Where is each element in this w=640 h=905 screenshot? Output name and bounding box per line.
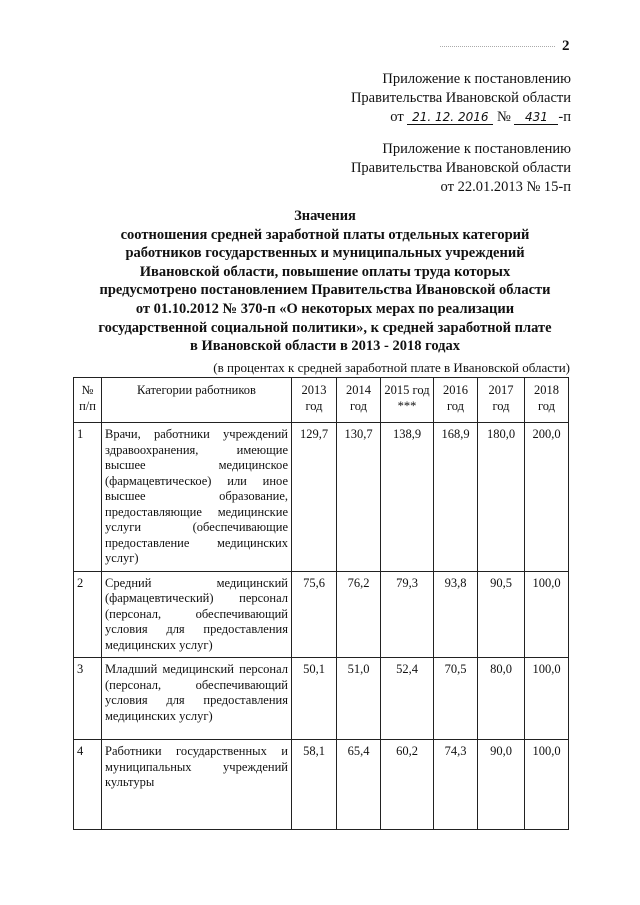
table-row	[74, 740, 569, 830]
table-row	[74, 658, 569, 740]
title-line: Значения	[294, 208, 356, 224]
value-cell: 65,4	[337, 740, 381, 830]
header-cell: 2016 год	[434, 378, 478, 423]
appendix-old	[351, 140, 571, 197]
appendix-old-line1: Приложение к постановлению	[382, 141, 571, 157]
row-number-cell: 1	[74, 423, 102, 572]
value-cell: 100,0	[525, 658, 569, 740]
value-cell: 200,0	[525, 423, 569, 572]
title-line: предусмотрено постановлением Правительства Ивановской области	[99, 282, 551, 299]
value-cell: 75,6	[292, 571, 337, 658]
value-cell: 130,7	[337, 423, 381, 572]
row-number-cell: 2	[74, 571, 102, 658]
units-note: (в процентах к средней заработной плате в Ивановской области)	[213, 360, 570, 375]
value-cell: 138,9	[381, 423, 434, 572]
value-cell: 93,8	[434, 571, 478, 658]
value-cell: 90,5	[478, 571, 525, 658]
value-cell: 58,1	[292, 740, 337, 830]
title-line: от 01.10.2012 № 370-п «О некоторых мерах по реализации	[135, 300, 515, 317]
value-cell: 80,0	[478, 658, 525, 740]
category-cell: Врачи, работники учреждений здравоохранения, имеющие высшее медицинское (фармацевтическое) или иное высшее образование, предоставляющие медицинские услуги (обеспечивающие предоставление медицинских услуг)	[102, 423, 292, 572]
value-cell: 90,0	[478, 740, 525, 830]
header-cell: 2014 год	[337, 378, 381, 423]
header-cell: № п/п	[74, 378, 102, 423]
header-cell: 2017 год	[478, 378, 525, 423]
value-cell: 168,9	[434, 423, 478, 572]
value-cell: 51,0	[337, 658, 381, 740]
value-cell: 74,3	[434, 740, 478, 830]
value-cell: 70,5	[434, 658, 478, 740]
table-row	[74, 423, 569, 572]
page-number: 2	[562, 38, 570, 54]
appendix-old-line3: от 22.01.2013 № 15-п	[440, 179, 571, 195]
row-number-cell: 3	[74, 658, 102, 740]
value-cell: 129,7	[292, 423, 337, 572]
appendix-new-line1: Приложение к постановлению	[382, 71, 571, 87]
appendix-old-line2: Правительства Ивановской области	[350, 160, 571, 176]
category-cell: Младший медицинский персонал (персонал, обеспечивающий условия для предоставления медицинских услуг)	[102, 658, 292, 740]
ratio-table	[73, 377, 569, 830]
value-cell: 52,4	[381, 658, 434, 740]
document-title	[80, 207, 570, 356]
value-cell: 100,0	[525, 571, 569, 658]
table-header-row	[74, 378, 569, 423]
title-line: в Ивановской области в 2013 - 2018 годах	[189, 338, 460, 355]
handwritten-date: 21. 12. 2016	[407, 110, 493, 125]
value-cell: 100,0	[525, 740, 569, 830]
handwritten-number: 431	[514, 110, 558, 125]
value-cell: 76,2	[337, 571, 381, 658]
value-cell: 79,3	[381, 571, 434, 658]
value-cell: 180,0	[478, 423, 525, 572]
value-cell: 50,1	[292, 658, 337, 740]
appendix-new-line2: Правительства Ивановской области	[350, 90, 571, 106]
suffix: -п	[558, 109, 571, 125]
title-line: соотношения средней заработной платы отдельных категорий	[120, 226, 530, 243]
category-cell: Средний медицинский (фармацевтический) персонал (персонал, обеспечивающий условия для предоставления медицинских услуг)	[102, 571, 292, 658]
prefix: от	[390, 109, 404, 125]
header-cell: 2013 год	[292, 378, 337, 423]
scan-artifact-dots	[440, 46, 555, 47]
value-cell: 60,2	[381, 740, 434, 830]
header-cell: 2015 год ***	[381, 378, 434, 423]
title-line: Ивановской области, повышение оплаты труда которых	[139, 263, 511, 280]
appendix-new-line3	[351, 108, 571, 127]
table-row	[74, 571, 569, 658]
row-number-cell: 4	[74, 740, 102, 830]
appendix-new	[351, 70, 571, 127]
category-cell: Работники государственных и муниципальных учреждений культуры	[102, 740, 292, 830]
title-line: государственной социальной политики», к средней заработной плате	[98, 319, 552, 336]
header-cell: 2018 год	[525, 378, 569, 423]
title-line: работников государственных и муниципальных учреждений	[125, 245, 525, 262]
header-cell: Категории работников	[102, 378, 292, 423]
no-sign: №	[496, 109, 511, 125]
